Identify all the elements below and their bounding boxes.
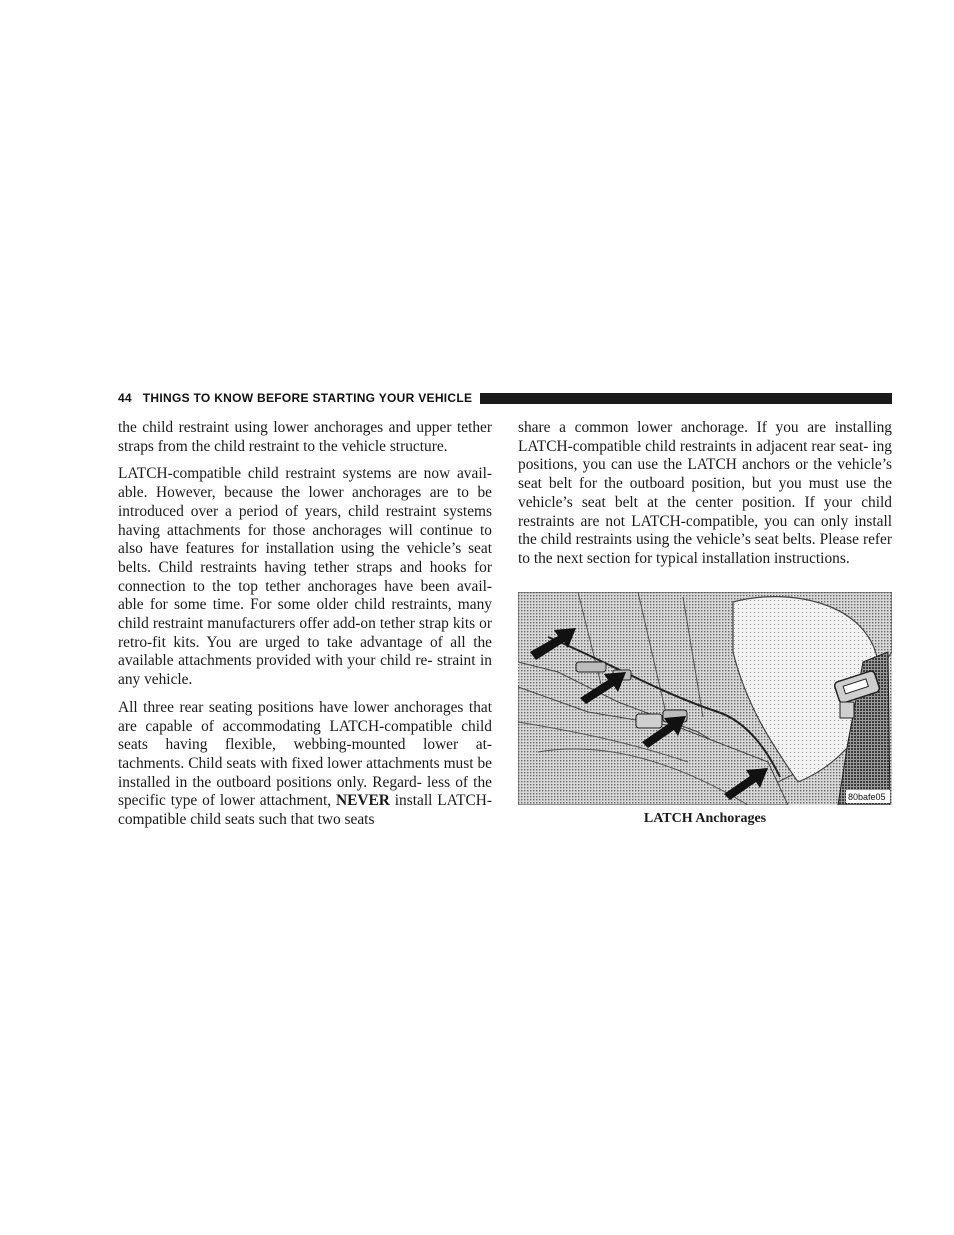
left-column <box>118 419 492 839</box>
paragraph: LATCH-compatible child restraint systems are now avail- able. However, because the lower anchorages are to be introduced over a period of years, child restraint systems having attachments for those anchorages will continue to also have features for installation using the vehicle’s seat belts. Child restraints having tether straps and hooks for connection to the top tether anchorages have been avail- able for some time. For some older child restraints, many child restraint manufacturers offer add-on tether strap kits or retro-fit kits. You are urged to take advantage of all the available attachments provided with your child re- straint in any vehicle. <box>118 465 492 689</box>
figure-caption: LATCH Anchorages <box>643 811 767 826</box>
emphasis-never: NEVER <box>336 792 390 810</box>
paragraph-text: install LATCH-compatible child seats such that two seats <box>118 792 492 829</box>
running-head: THINGS TO KNOW BEFORE STARTING YOUR VEHICLE <box>142 391 473 405</box>
page-header <box>118 389 892 407</box>
paragraph: the child restraint using lower anchorages and upper tether straps from the child restraint to the vehicle structure. <box>118 419 492 455</box>
latch-anchorages-figure <box>518 592 892 805</box>
paragraph <box>118 699 492 830</box>
header-rule <box>480 393 892 404</box>
page-number: 44 <box>118 391 132 405</box>
right-column <box>518 419 892 578</box>
rear-seat-illustration <box>518 592 892 805</box>
paragraph-text: All three rear seating positions have lower anchorages that are capable of accommodating LATCH-compatible child seats having flexible, webbing-mounted lower at- tachments. Child seats with fixed lower attachments must be installed in the outboard positions only. Regard- less of the specific type of lower attachment, <box>118 698 492 810</box>
paragraph: share a common lower anchorage. If you are installing LATCH-compatible child restraints in adjacent rear seat- ing positions, you can use the LATCH anchors or the vehicle’s seat belt for the outboard position, but you must use the vehicle’s seat belt at the center position. If your child restraints are not LATCH-compatible, you can only install the child restraints using the vehicle’s seat belts. Please refer to the next section for typical installation instructions. <box>518 419 892 567</box>
figure-code: 80bafe05 <box>848 792 886 802</box>
